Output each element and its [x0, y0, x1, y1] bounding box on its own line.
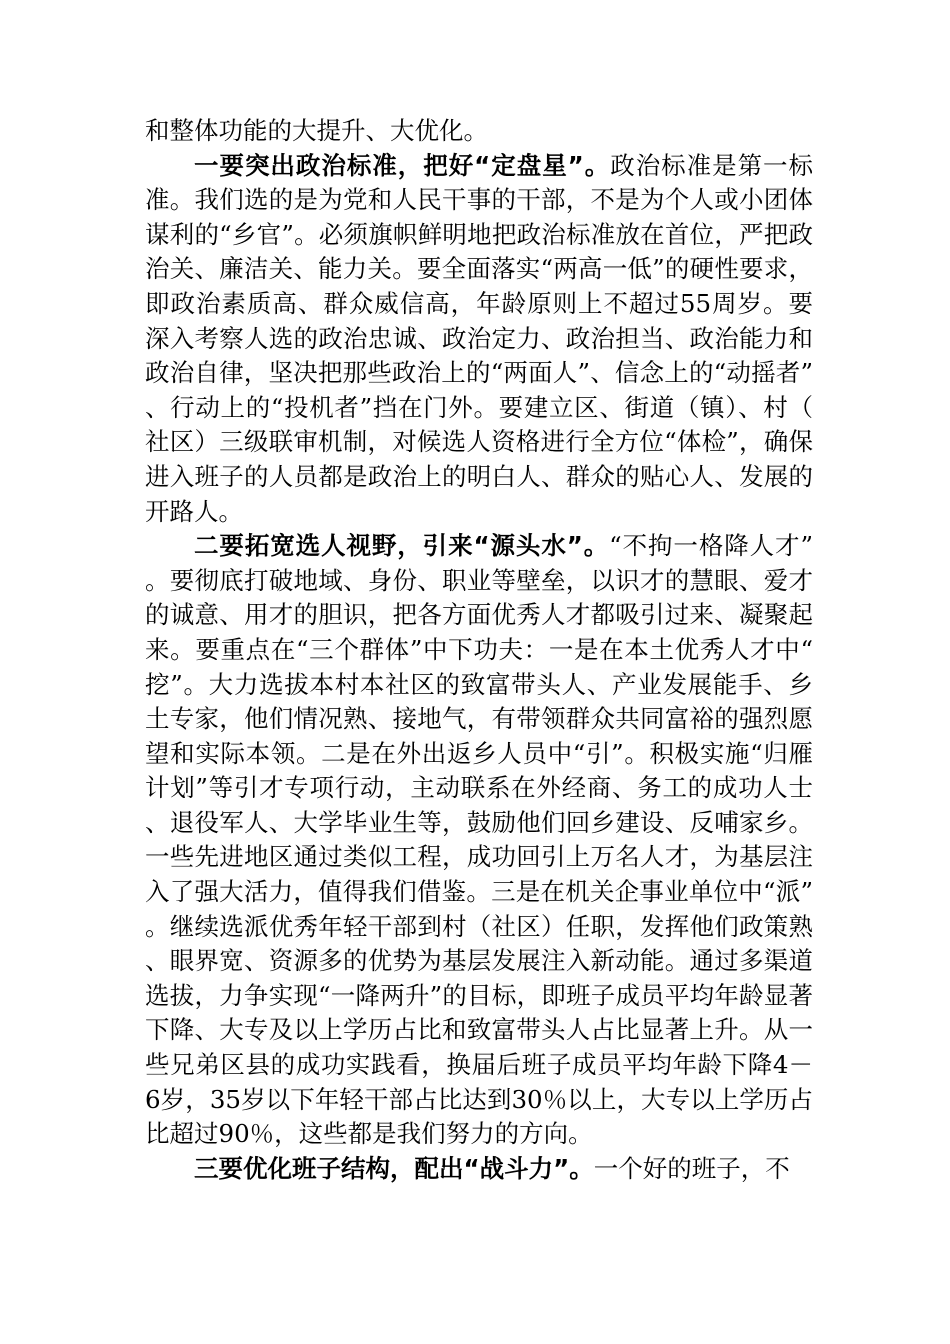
paragraph-talent-selection: [145, 529, 813, 1152]
paragraph-heading: 一要突出政治标准，把好“定盘星”。: [194, 150, 611, 180]
paragraph-heading: 二要拓宽选人视野，引来“源头水”。: [194, 531, 610, 561]
paragraph-text: “不拘一格降人才”。要彻底打破地域、身份、职业等壁垒，以识才的慧眼、爱才的诚意、用才的胆识，把各方面优秀人才都吸引过来、凝聚起来。要重点在“三个群体”中下功夫：一是在本土优秀人才中“挖”。大力选拔本村本社区的致富带头人、产业发展能手、乡土专家，他们情况熟、接地气，有带领群众共同富裕的强烈愿望和实际本领。二是在外出返乡人员中“引”。积极实施“归雁计划”等引才专项行动，主动联系在外经商、务工的成功人士、退役军人、大学毕业生等，鼓励他们回乡建设、反哺家乡。一些先进地区通过类似工程，成功回引上万名人才，为基层注入了强大活力，值得我们借鉴。三是在机关企事业单位中“派”。继续选派优秀年轻干部到村（社区）任职，发挥他们政策熟、眼界宽、资源多的优势为基层发展注入新动能。通过多渠道选拔，力争实现“一降两升”的目标，即班子成员平均年龄显著下降、大专及以上学历占比和致富带头人占比显著上升。从一些兄弟区县的成功实践看，换届后班子成员平均年龄下降4－6岁，35岁以下年轻干部占比达到30％以上，大专以上学历占比超过90％，这些都是我们努力的方向。: [145, 531, 813, 1149]
paragraph-continuation: [145, 114, 813, 149]
paragraph-team-structure: [145, 1152, 813, 1187]
paragraph-political-standard: [145, 149, 813, 530]
body-text: [145, 114, 813, 1186]
paragraph-text: 一个好的班子，不: [593, 1153, 790, 1183]
paragraph-text: 政治标准是第一标准。我们选的是为党和人民干事的干部，不是为个人或小团体谋利的“乡官”。必须旗帜鲜明地把政治标准放在首位，严把政治关、廉洁关、能力关。要全面落实“两高一低”的硬性要求，即政治素质高、群众威信高，年龄原则上不超过55周岁。要深入考察人选的政治忠诚、政治定力、政治担当、政治能力和政治自律，坚决把那些政治上的“两面人”、信念上的“动摇者”、行动上的“投机者”挡在门外。要建立区、街道（镇）、村（社区）三级联审机制，对候选人资格进行全方位“体检”，确保进入班子的人员都是政治上的明白人、群众的贴心人、发展的开路人。: [145, 150, 814, 526]
paragraph-text: 和整体功能的大提升、大优化。: [145, 116, 488, 145]
paragraph-heading: 三要优化班子结构，配出“战斗力”。: [194, 1153, 594, 1183]
